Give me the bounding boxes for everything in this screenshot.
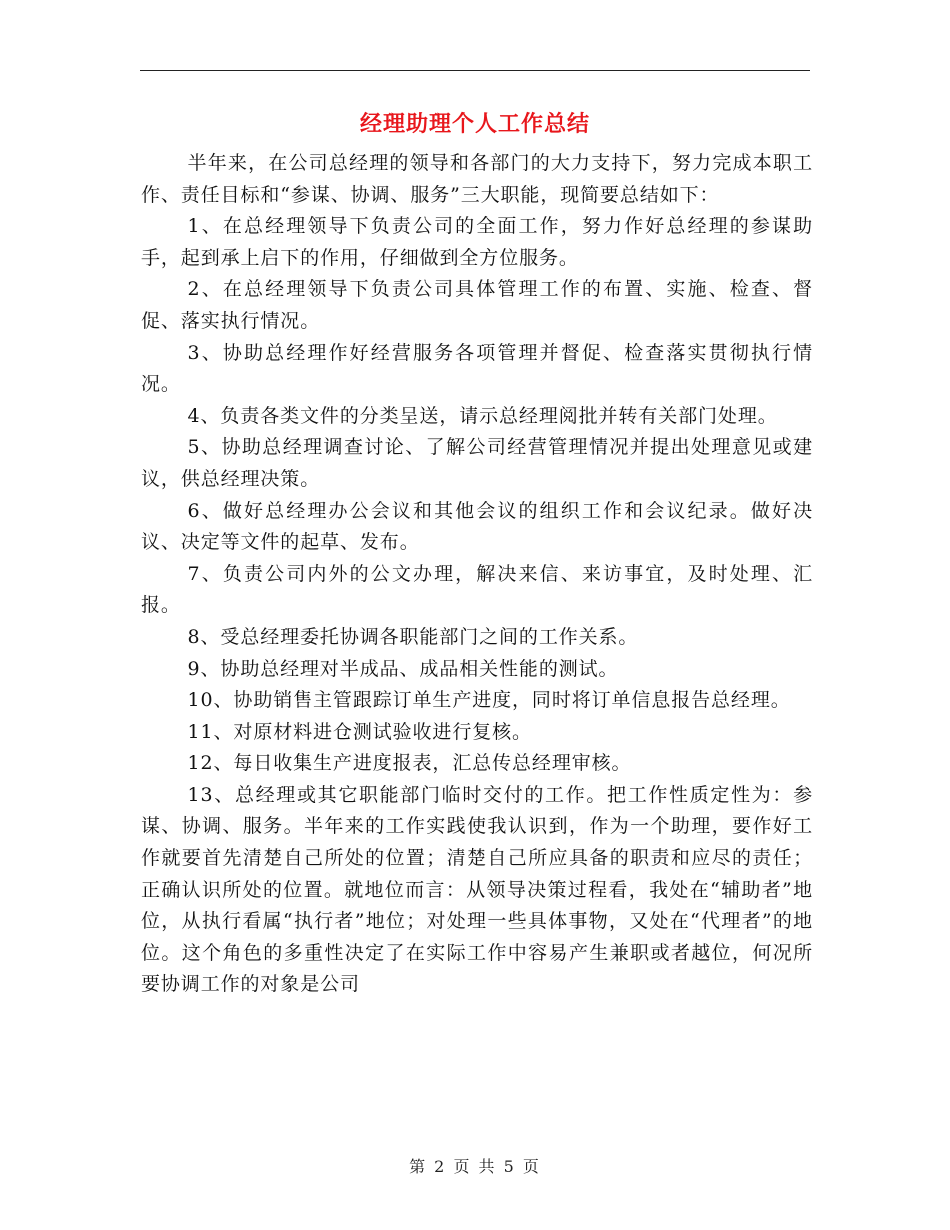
paragraph-item-7: 7、负责公司内外的公文办理，解决来信、来访事宜，及时处理、汇报。	[141, 562, 813, 617]
paragraph-item-5: 5、协助总经理调查讨论、了解公司经营管理情况并提出处理意见或建议，供总经理决策。	[141, 436, 813, 490]
document-body	[141, 148, 813, 1001]
header-rule	[140, 70, 810, 71]
paragraph-item-9: 9、协助总经理对半成品、成品相关性能的测试。	[187, 657, 619, 680]
paragraph-intro: 半年来，在公司总经理的领导和各部门的大力支持下，努力完成本职工作、责任目标和“参谋、协调、服务”三大职能，现简要总结如下：	[141, 152, 813, 206]
paragraph-item-12: 12、每日收集生产进度报表，汇总传总经理审核。	[187, 752, 632, 775]
page-number-footer: 第 2 页 共 5 页	[409, 1157, 541, 1176]
paragraph-item-13: 13、总经理或其它职能部门临时交付的工作。把工作性质定性为：参谋、协调、服务。半年来的工作实践使我认识到，作为一个助理，要作好工作就要首先清楚自己所处的位置；清楚自己所应具备的职责和应尽的责任；正确认识所处的位置。就地位而言：从领导决策过程看，我处在“辅助者”地位，从执行看属“执行者”地位；对处理一些具体事物，又处在“代理者”的地位。这个角色的多重性决定了在实际工作中容易产生兼职或者越位，何况所要协调工作的对象是公司	[141, 783, 813, 996]
paragraph-item-6: 6、做好总经理办公会议和其他会议的组织工作和会议纪录。做好决议、决定等文件的起草、发布。	[141, 499, 813, 554]
paragraph-item-3: 3、协助总经理作好经营服务各项管理并督促、检查落实贯彻执行情况。	[141, 341, 813, 396]
document-title: 经理助理个人工作总结	[359, 111, 590, 137]
paragraph-item-11: 11、对原材料进仓测试验收进行复核。	[187, 720, 532, 743]
paragraph-item-10: 10、协助销售主管跟踪订单生产进度，同时将订单信息报告总经理。	[187, 689, 791, 712]
paragraph-item-4: 4、负责各类文件的分类呈送，请示总经理阅批并转有关部门处理。	[187, 404, 778, 427]
paragraph-item-8: 8、受总经理委托协调各职能部门之间的工作关系。	[187, 625, 639, 648]
paragraph-item-2: 2、在总经理领导下负责公司具体管理工作的布置、实施、检查、督促、落实执行情况。	[141, 278, 813, 332]
paragraph-item-1: 1、在总经理领导下负责公司的全面工作，努力作好总经理的参谋助手，起到承上启下的作用，仔细做到全方位服务。	[141, 215, 813, 269]
